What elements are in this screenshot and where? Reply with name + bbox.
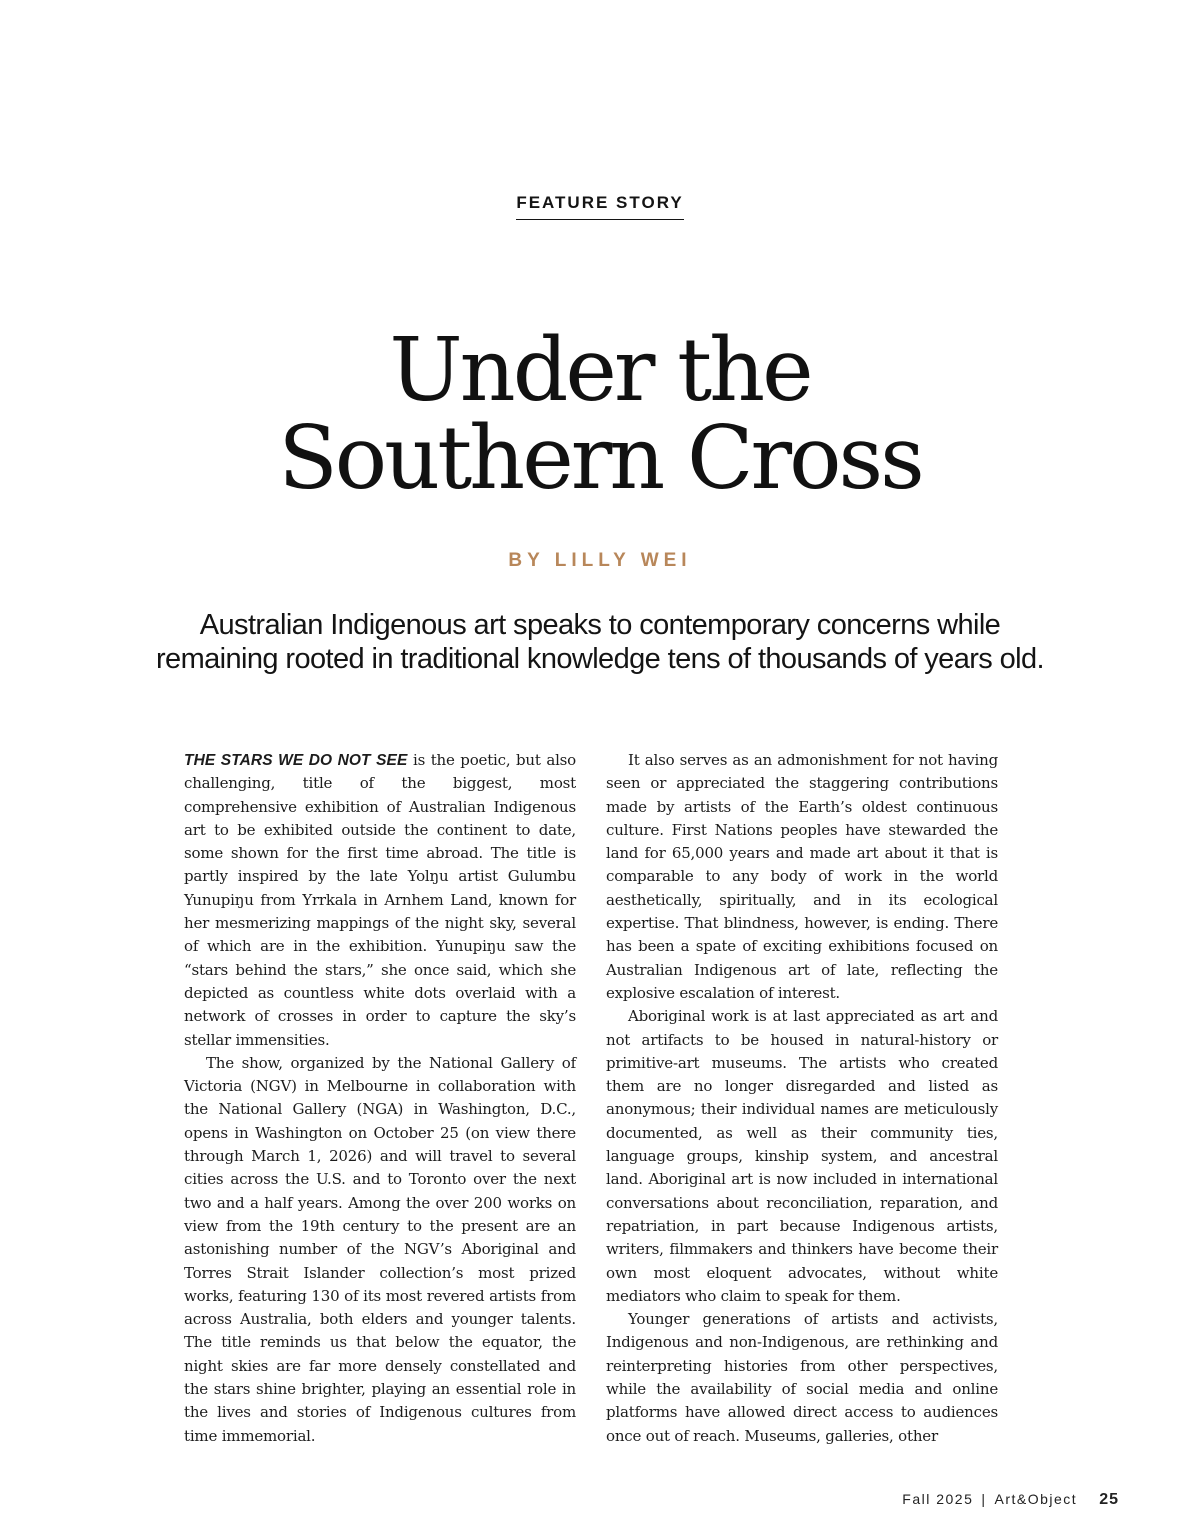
magazine-name: Art&Object bbox=[994, 1491, 1078, 1507]
body-paragraph: Aboriginal work is at last appreciated as art and not artifacts to be housed in natural-history or primitive-art museums. The artists who created them are no longer disregarded and listed as anonymous; their individual names are meticulously documented, as well as their community ties, language groups, kinship system, and ancestral land. Aboriginal art is now included in international conversations about reconciliation, reparation, and repatriation, in part because Indigenous artists, writers, filmmakers and thinkers have become their own most eloquent advocates, without white mediators who claim to speak for them. bbox=[606, 1007, 998, 1305]
body-paragraph: The show, organized by the National Gallery of Victoria (NGV) in Melbourne in collaboration with the National Gallery (NGA) in Washington, D.C., opens in Washington on October 25 (on view there through March 1, 2026) and will travel to several cities across the U.S. and to Toronto over the next two and a half years. Among the over 200 works on view from the 19th century to the present are an astonishing number of the NGV’s Aboriginal and Torres Strait Islander collection’s most prized works, featuring 130 of its most revered artists from across Australia, both elders and younger talents. The title reminds us that below the equator, the night skies are far more densely constellated and the stars shine brighter, playing an essential role in the lives and stories of Indigenous cultures from time immemorial. bbox=[184, 1053, 576, 1445]
page-footer bbox=[902, 1491, 1119, 1509]
lead-in-text: THE STARS WE DO NOT SEE bbox=[184, 752, 408, 769]
body-paragraph: Younger generations of artists and activists, Indigenous and non-Indigenous, are rethinking and reinterpreting histories from other perspectives, while the availability of social media and online platforms have allowed direct access to audiences once out of reach. Museums, galleries, other bbox=[606, 1310, 998, 1445]
article-headline bbox=[0, 319, 1200, 509]
section-kicker bbox=[0, 193, 1200, 220]
body-column-left bbox=[184, 749, 576, 1448]
dek-line-2: remaining rooted in traditional knowledge tens of thousands of years old. bbox=[156, 643, 1044, 675]
footer-separator: | bbox=[981, 1491, 987, 1507]
paragraph-text: is the poetic, but also challenging, title of the biggest, most comprehensive exhibition of Australian Indigenous art to be exhibited outside the continent to date, some shown for the first time abroad. The title is partly inspired by the late Yolŋu artist Gulumbu Yunupiŋu from Yrrkala in Arnhem Land, known for her mesmerizing mappings of the night sky, several of which are in the exhibition. Yunupiŋu saw the “stars behind the stars,” she once said, which she depicted as countless white dots overlaid with a network of crosses in order to capture the sky’s stellar immensities. bbox=[184, 751, 576, 1049]
article-dek bbox=[0, 608, 1200, 676]
body-paragraph: It also serves as an admonishment for not having seen or appreciated the staggering contributions made by artists of the Earth’s oldest continuous culture. First Nations peoples have stewarded the land for 65,000 years and made art about it that is comparable to any body of work in the world aesthetically, spiritually, and in its ecological expertise. That blindness, however, is ending. There has been a spate of exciting exhibitions focused on Australian Indigenous art of late, reflecting the explosive escalation of interest. bbox=[606, 751, 998, 1002]
headline-line-2: Southern Cross bbox=[278, 407, 922, 509]
issue-label: Fall 2025 bbox=[902, 1491, 974, 1507]
body-paragraph bbox=[184, 749, 576, 1052]
byline: BY LILLY WEI bbox=[508, 550, 692, 571]
kicker-label: FEATURE STORY bbox=[516, 193, 683, 220]
headline-line-1: Under the bbox=[389, 319, 811, 421]
body-column-right bbox=[606, 749, 998, 1448]
dek-line-1: Australian Indigenous art speaks to contemporary concerns while bbox=[199, 609, 1001, 641]
page-number: 25 bbox=[1099, 1491, 1119, 1508]
